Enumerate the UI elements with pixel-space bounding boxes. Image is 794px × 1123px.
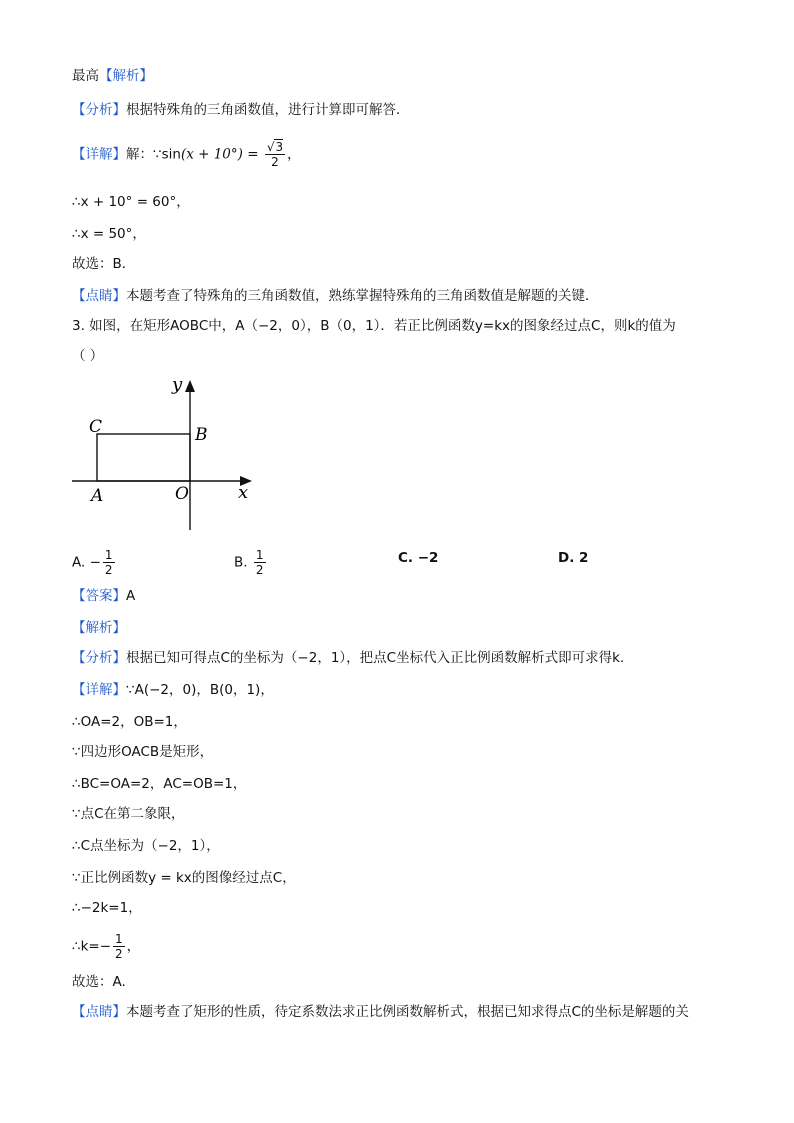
line-step-5: ∵点C在第二象限， (72, 806, 185, 822)
line-choose-b: 故选：B． (72, 256, 136, 272)
label-y: y (172, 374, 183, 395)
line-step-9: ∴k=− $\frac{1}{2}$ ， (72, 932, 141, 961)
label-b: B (195, 425, 208, 445)
option-c: C. −2 (398, 550, 439, 566)
line-dianjing-2: 【点睛】本题考查了矩形的性质，待定系数法求正比例函数解析式，根据已知求得点C的坐标是解题的关 (72, 1004, 689, 1020)
tag-fenxi-2: 【分析】 (72, 650, 126, 666)
line-dianjing-1: 【点睛】本题考查了特殊角的三角函数值，熟练掌握特殊角的三角函数值是解题的关键． (72, 288, 599, 304)
tag-jiexi: 【解析】 (99, 68, 153, 84)
label-x: x (238, 482, 249, 503)
line-jiexi-2 (72, 618, 126, 638)
line-analysis: 【分析】根据特殊角的三角函数值，进行计算即可解答． (72, 102, 410, 118)
tag-dianjing-2: 【点睛】 (72, 1004, 126, 1020)
fraction-option-a: $\frac{1}{2}$ (104, 548, 113, 577)
option-b: B. $\frac{1}{2}$ (234, 548, 264, 577)
tag-dianjing: 【点睛】 (72, 288, 126, 304)
line-step-7: ∵正比例函数y = kx的图像经过点C， (72, 870, 296, 886)
question-3-text: 3. 如图，在矩形AOBC中，A（−2，0），B（0，1）．若正比例函数y=kx的图象经过点C，则k的值为 (72, 318, 676, 334)
line-step-2: ∴OA=2，OB=1， (72, 714, 187, 730)
y-axis-arrow (185, 380, 195, 392)
fraction-sqrt3-over-2: $\frac{√3}{2}$ (266, 140, 284, 169)
tag-jiexi-2: 【解析】 (72, 620, 126, 636)
label-c: C (89, 417, 103, 437)
line-step-6: ∴C点坐标为（−2，1）， (72, 838, 220, 854)
label-o: O (175, 484, 189, 504)
fraction-option-b: $\frac{1}{2}$ (255, 548, 264, 577)
line-step-10: 故选：A. (72, 974, 126, 990)
tag-xiangjie: 【详解】 (72, 146, 126, 163)
line-step-x-equals: ∴x = 50°， (72, 226, 146, 242)
line-step-4: ∴BC=OA=2，AC=OB=1， (72, 776, 247, 792)
question-3-bracket: （ ） (72, 348, 104, 364)
rectangle-diagram (60, 370, 260, 540)
tag-fenxi: 【分析】 (72, 102, 126, 118)
line-fenxi-2: 【分析】根据已知可得点C的坐标为（−2，1），把点C坐标代入正比例函数解析式即可求得k. (72, 650, 625, 666)
tag-xiangjie-2: 【详解】 (72, 682, 126, 698)
label-a: A (91, 486, 104, 506)
fraction-step-9: $\frac{1}{2}$ (115, 932, 123, 961)
option-d: D. 2 (558, 550, 589, 566)
line-step-x-plus: ∴x + 10° = 60°， (72, 194, 190, 210)
line-step-3: ∵四边形OACB是矩形， (72, 744, 214, 760)
rectangle-aocb (97, 434, 190, 481)
line-step-1: 【详解】∵A(−2，0)，B(0，1)， (72, 682, 274, 698)
tag-daan: 【答案】 (72, 588, 126, 604)
line-answer: 【答案】A (72, 588, 136, 604)
option-a: A. − $\frac{1}{2}$ (72, 548, 113, 577)
line-step-8: ∴−2k=1， (72, 900, 142, 916)
line-detail-equation: 【详解】解：∵sin(x + 10°) = $\frac{√3}{2}$ ， (72, 140, 301, 169)
line-final-solution-header: 最高【解析】 (72, 68, 153, 84)
